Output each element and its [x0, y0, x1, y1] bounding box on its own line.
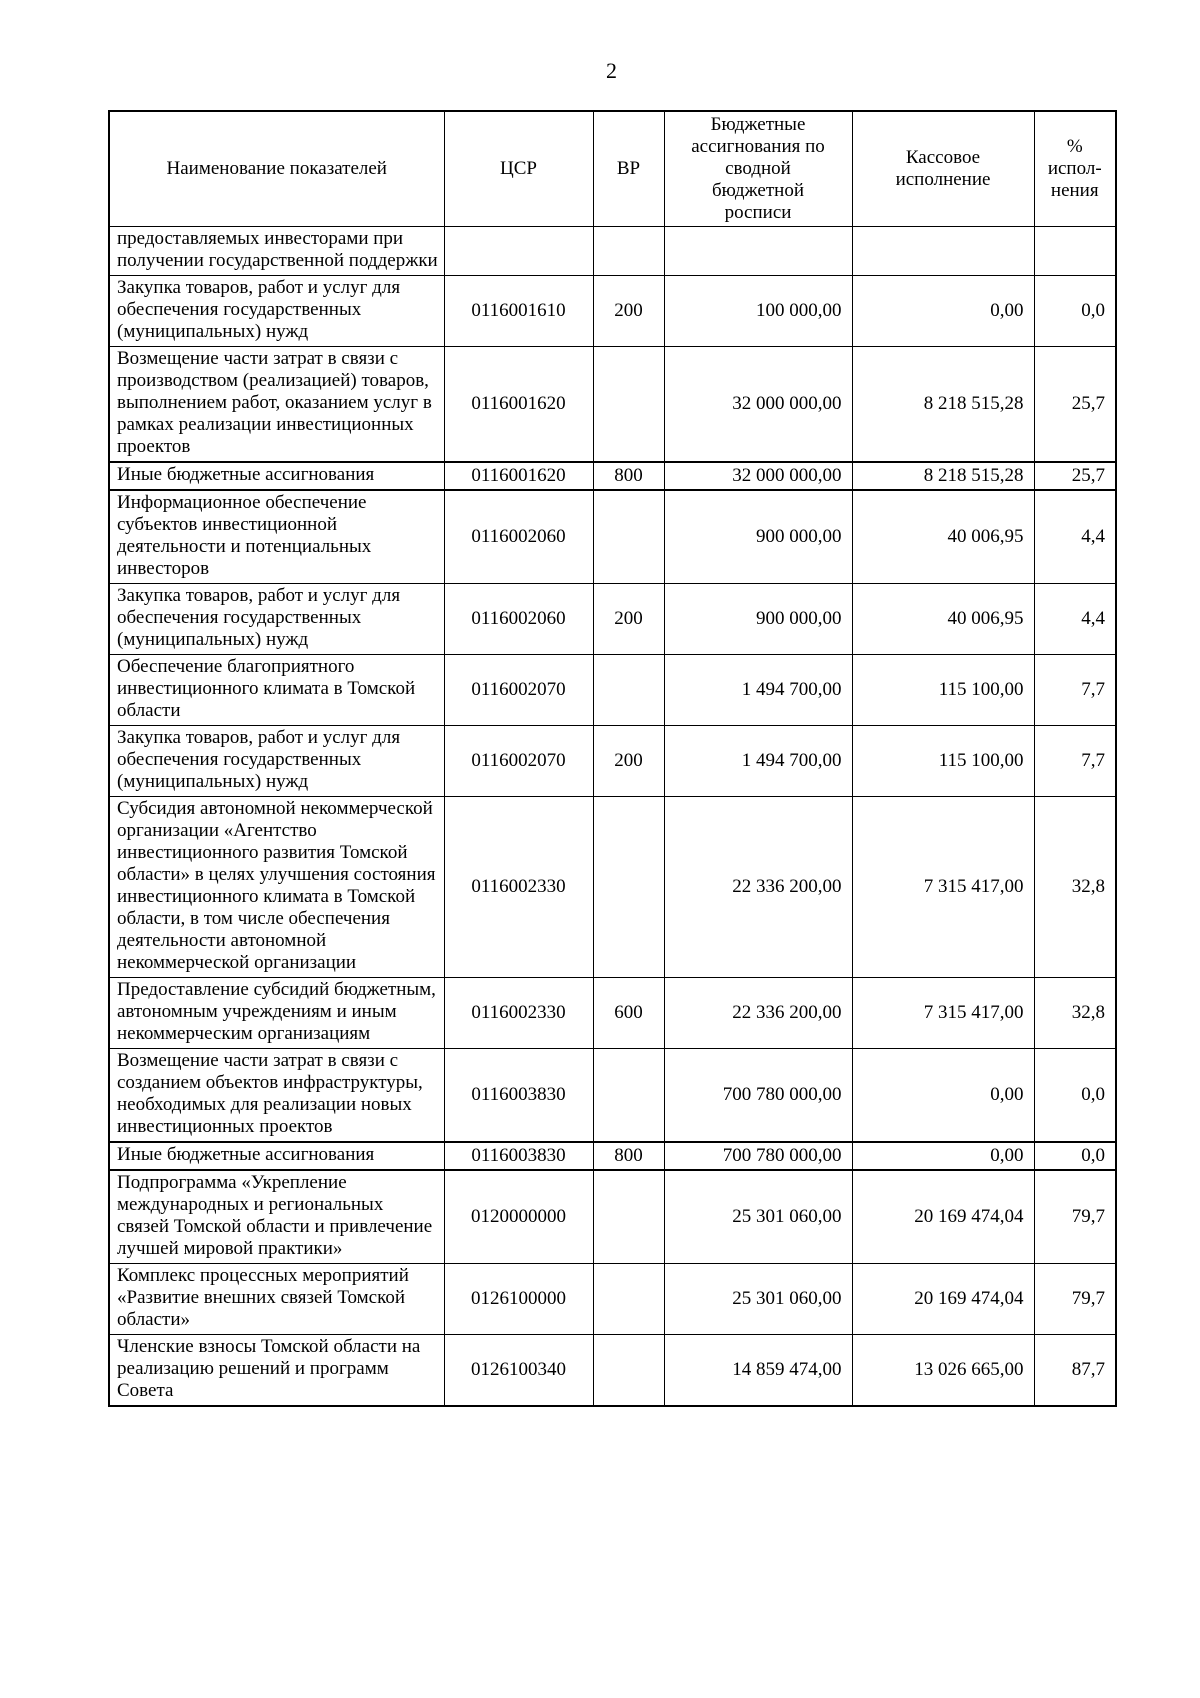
- cell-csr: 0116002060: [444, 490, 593, 584]
- cell-vr: 600: [593, 978, 664, 1049]
- cell-budget: 22 336 200,00: [664, 797, 852, 978]
- cell-budget: 700 780 000,00: [664, 1142, 852, 1170]
- cell-percent: 4,4: [1034, 490, 1116, 584]
- cell-percent: 79,7: [1034, 1170, 1116, 1264]
- cell-cash: 7 315 417,00: [852, 797, 1034, 978]
- table-row: [109, 462, 1116, 490]
- cell-cash: 7 315 417,00: [852, 978, 1034, 1049]
- table-header: [109, 111, 1116, 227]
- cell-name: Закупка товаров, работ и услуг для обеспечения государственных (муниципальных) нужд: [109, 584, 444, 655]
- cell-percent: 7,7: [1034, 655, 1116, 726]
- cell-name: Закупка товаров, работ и услуг для обеспечения государственных (муниципальных) нужд: [109, 726, 444, 797]
- cell-name: Комплекс процессных мероприятий «Развитие внешних связей Томской области»: [109, 1264, 444, 1335]
- table-row: [109, 655, 1116, 726]
- table-header-row: [109, 111, 1116, 227]
- table-row: [109, 347, 1116, 463]
- cell-csr: 0126100000: [444, 1264, 593, 1335]
- cell-csr: [444, 227, 593, 276]
- cell-vr: [593, 797, 664, 978]
- header-csr: ЦСР: [444, 111, 593, 227]
- header-vr: ВР: [593, 111, 664, 227]
- cell-csr: 0116001620: [444, 462, 593, 490]
- table-row: [109, 1049, 1116, 1143]
- cell-cash: 40 006,95: [852, 490, 1034, 584]
- cell-vr: [593, 347, 664, 463]
- table-row: [109, 978, 1116, 1049]
- cell-percent: 0,0: [1034, 1142, 1116, 1170]
- cell-csr: 0116003830: [444, 1142, 593, 1170]
- cell-percent: [1034, 227, 1116, 276]
- cell-name: Возмещение части затрат в связи с производством (реализацией) товаров, выполнением работ, оказанием услуг в рамках реализации инвестиционных проектов: [109, 347, 444, 463]
- cell-percent: 0,0: [1034, 276, 1116, 347]
- cell-name: предоставляемых инвесторами при получении государственной поддержки: [109, 227, 444, 276]
- cell-percent: 32,8: [1034, 978, 1116, 1049]
- budget-table-body: [109, 227, 1116, 1407]
- header-name: Наименование показателей: [109, 111, 444, 227]
- table-row: [109, 1335, 1116, 1407]
- cell-cash: 115 100,00: [852, 655, 1034, 726]
- cell-name: Подпрограмма «Укрепление международных и региональных связей Томской области и привлечение лучшей мировой практики»: [109, 1170, 444, 1264]
- cell-budget: 700 780 000,00: [664, 1049, 852, 1143]
- cell-name: Иные бюджетные ассигнования: [109, 462, 444, 490]
- cell-cash: 8 218 515,28: [852, 462, 1034, 490]
- cell-cash: 0,00: [852, 1142, 1034, 1170]
- table-row: [109, 584, 1116, 655]
- table-row: [109, 276, 1116, 347]
- table-row: [109, 1264, 1116, 1335]
- cell-csr: 0116002330: [444, 797, 593, 978]
- cell-csr: 0120000000: [444, 1170, 593, 1264]
- header-cash-execution: Кассовое исполнение: [852, 111, 1034, 227]
- cell-name: Субсидия автономной некоммерческой организации «Агентство инвестиционного развития Томской области» в целях улучшения состояния инвестиционного климата в Томской области, в том числе обеспечения деятельности автономной некоммерческой организации: [109, 797, 444, 978]
- cell-cash: 115 100,00: [852, 726, 1034, 797]
- cell-name: Обеспечение благоприятного инвестиционного климата в Томской области: [109, 655, 444, 726]
- cell-cash: 20 169 474,04: [852, 1264, 1034, 1335]
- cell-budget: 25 301 060,00: [664, 1170, 852, 1264]
- cell-vr: 800: [593, 1142, 664, 1170]
- cell-budget: [664, 227, 852, 276]
- cell-budget: 22 336 200,00: [664, 978, 852, 1049]
- table-row: [109, 1170, 1116, 1264]
- cell-name: Членские взносы Томской области на реализацию решений и программ Совета: [109, 1335, 444, 1407]
- cell-budget: 900 000,00: [664, 584, 852, 655]
- cell-csr: 0116002330: [444, 978, 593, 1049]
- cell-budget: 1 494 700,00: [664, 726, 852, 797]
- cell-vr: 200: [593, 276, 664, 347]
- cell-name: Предоставление субсидий бюджетным, автономным учреждениям и иным некоммерческим организациям: [109, 978, 444, 1049]
- table-row: [109, 1142, 1116, 1170]
- cell-name: Закупка товаров, работ и услуг для обеспечения государственных (муниципальных) нужд: [109, 276, 444, 347]
- cell-vr: 800: [593, 462, 664, 490]
- table-row: [109, 726, 1116, 797]
- header-percent-execution: % испол-нения: [1034, 111, 1116, 227]
- cell-budget: 100 000,00: [664, 276, 852, 347]
- cell-cash: 8 218 515,28: [852, 347, 1034, 463]
- header-budget-allocations: Бюджетные ассигнования по сводной бюджетной росписи: [664, 111, 852, 227]
- cell-cash: 0,00: [852, 1049, 1034, 1143]
- cell-percent: 7,7: [1034, 726, 1116, 797]
- cell-name: Иные бюджетные ассигнования: [109, 1142, 444, 1170]
- cell-csr: 0116002070: [444, 655, 593, 726]
- cell-csr: 0116001610: [444, 276, 593, 347]
- cell-budget: 1 494 700,00: [664, 655, 852, 726]
- cell-csr: 0116002070: [444, 726, 593, 797]
- cell-vr: [593, 490, 664, 584]
- cell-budget: 900 000,00: [664, 490, 852, 584]
- page-number: 2: [606, 58, 617, 83]
- cell-vr: [593, 1335, 664, 1407]
- cell-percent: 32,8: [1034, 797, 1116, 978]
- cell-cash: 40 006,95: [852, 584, 1034, 655]
- cell-name: Возмещение части затрат в связи с созданием объектов инфраструктуры, необходимых для реализации новых инвестиционных проектов: [109, 1049, 444, 1143]
- cell-csr: 0116001620: [444, 347, 593, 463]
- table-row: [109, 797, 1116, 978]
- cell-vr: [593, 1049, 664, 1143]
- cell-percent: 79,7: [1034, 1264, 1116, 1335]
- cell-percent: 87,7: [1034, 1335, 1116, 1407]
- cell-percent: 4,4: [1034, 584, 1116, 655]
- cell-cash: [852, 227, 1034, 276]
- cell-budget: 32 000 000,00: [664, 462, 852, 490]
- cell-name: Информационное обеспечение субъектов инвестиционной деятельности и потенциальных инвесторов: [109, 490, 444, 584]
- cell-percent: 25,7: [1034, 347, 1116, 463]
- cell-budget: 25 301 060,00: [664, 1264, 852, 1335]
- cell-vr: 200: [593, 584, 664, 655]
- cell-vr: [593, 227, 664, 276]
- budget-table: [108, 110, 1117, 1407]
- cell-percent: 25,7: [1034, 462, 1116, 490]
- cell-budget: 32 000 000,00: [664, 347, 852, 463]
- cell-budget: 14 859 474,00: [664, 1335, 852, 1407]
- table-row: [109, 227, 1116, 276]
- table-row: [109, 490, 1116, 584]
- cell-csr: 0126100340: [444, 1335, 593, 1407]
- cell-cash: 0,00: [852, 276, 1034, 347]
- cell-cash: 20 169 474,04: [852, 1170, 1034, 1264]
- cell-vr: [593, 1170, 664, 1264]
- cell-csr: 0116003830: [444, 1049, 593, 1143]
- cell-percent: 0,0: [1034, 1049, 1116, 1143]
- cell-vr: 200: [593, 726, 664, 797]
- cell-cash: 13 026 665,00: [852, 1335, 1034, 1407]
- cell-vr: [593, 655, 664, 726]
- cell-vr: [593, 1264, 664, 1335]
- cell-csr: 0116002060: [444, 584, 593, 655]
